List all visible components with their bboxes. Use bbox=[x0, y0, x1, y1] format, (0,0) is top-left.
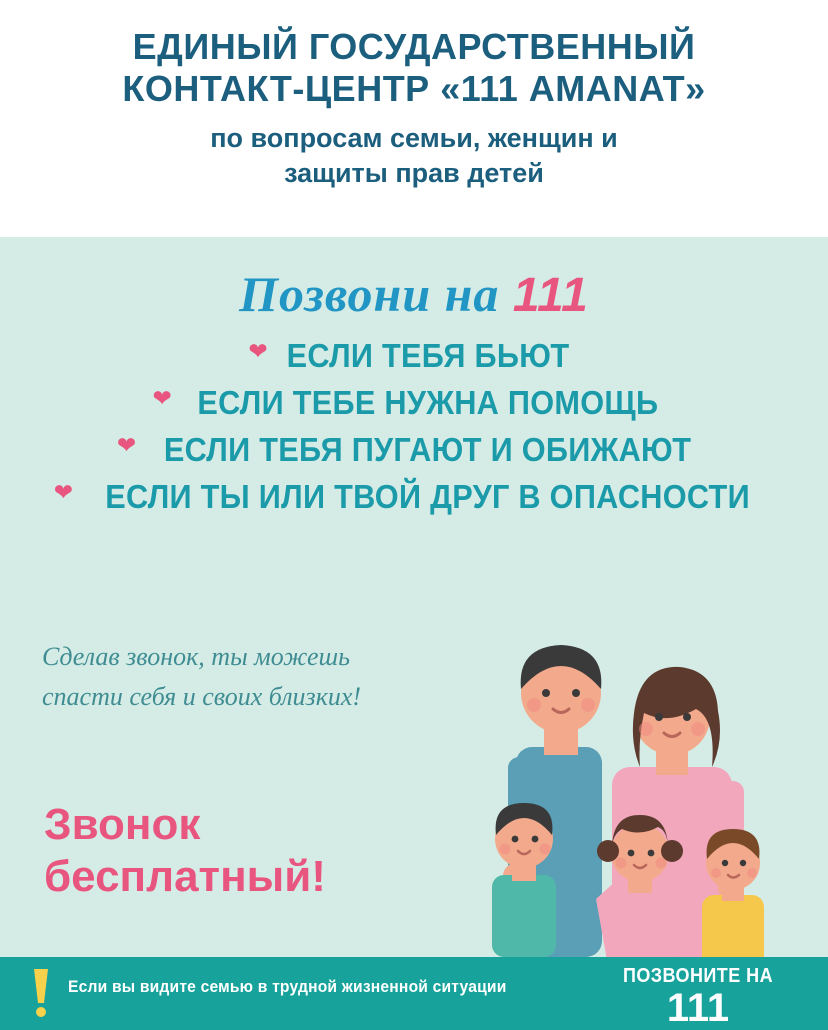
note-line2: спасти себя и своих близких! bbox=[42, 682, 362, 712]
heart-icon: ❤ bbox=[152, 385, 172, 411]
list-item bbox=[18, 433, 810, 466]
note-text bbox=[42, 637, 522, 718]
list-item-label: ЕСЛИ ТЕБЕ НУЖНА ПОМОЩЬ bbox=[197, 384, 659, 421]
call-title-number: 111 bbox=[512, 269, 589, 322]
list-item bbox=[18, 339, 810, 372]
exclamation-icon bbox=[30, 967, 52, 1019]
free-call-line1: Звонок bbox=[44, 800, 201, 849]
free-call-text bbox=[44, 799, 326, 903]
footer-call-block bbox=[598, 965, 798, 1030]
family-illustration bbox=[478, 617, 818, 957]
header-title-line1: ЕДИНЫЙ ГОСУДАРСТВЕННЫЙ bbox=[132, 26, 696, 67]
bullet-list bbox=[0, 339, 828, 513]
list-item bbox=[18, 480, 810, 513]
header-title-line2: КОНТАКТ-ЦЕНТР «111 AMANAT» bbox=[122, 68, 706, 110]
list-item-label: ЕСЛИ ТЕБЯ БЬЮТ bbox=[286, 337, 570, 374]
footer-call-label: ПОЗВОНИТЕ НА bbox=[622, 965, 774, 987]
heart-icon: ❤ bbox=[53, 479, 74, 505]
note-line1: Сделав звонок, ты можешь bbox=[42, 642, 350, 671]
footer-number: 111 bbox=[666, 986, 730, 1030]
heart-icon: ❤ bbox=[248, 338, 268, 364]
heart-icon: ❤ bbox=[116, 432, 137, 458]
list-item bbox=[18, 386, 810, 419]
header-subtitle-line2: защиты прав детей bbox=[284, 158, 544, 189]
list-item-label: ЕСЛИ ТЫ ИЛИ ТВОЙ ДРУГ В ОПАСНОСТИ bbox=[105, 478, 750, 515]
boy-figure bbox=[492, 803, 556, 957]
list-item-label: ЕСЛИ ТЕБЯ ПУГАЮТ И ОБИЖАЮТ bbox=[163, 431, 692, 468]
free-call-line2: бесплатный! bbox=[44, 851, 326, 901]
poster-header bbox=[0, 0, 828, 237]
poster-footer bbox=[0, 957, 828, 1030]
call-title bbox=[0, 265, 828, 323]
header-subtitle-line1: по вопросам семьи, женщин и bbox=[210, 122, 618, 153]
call-title-prefix: Позвони на bbox=[239, 266, 513, 322]
footer-message: Если вы видите семью в трудной жизненной ситуации bbox=[68, 977, 507, 996]
poster-body bbox=[0, 237, 828, 957]
